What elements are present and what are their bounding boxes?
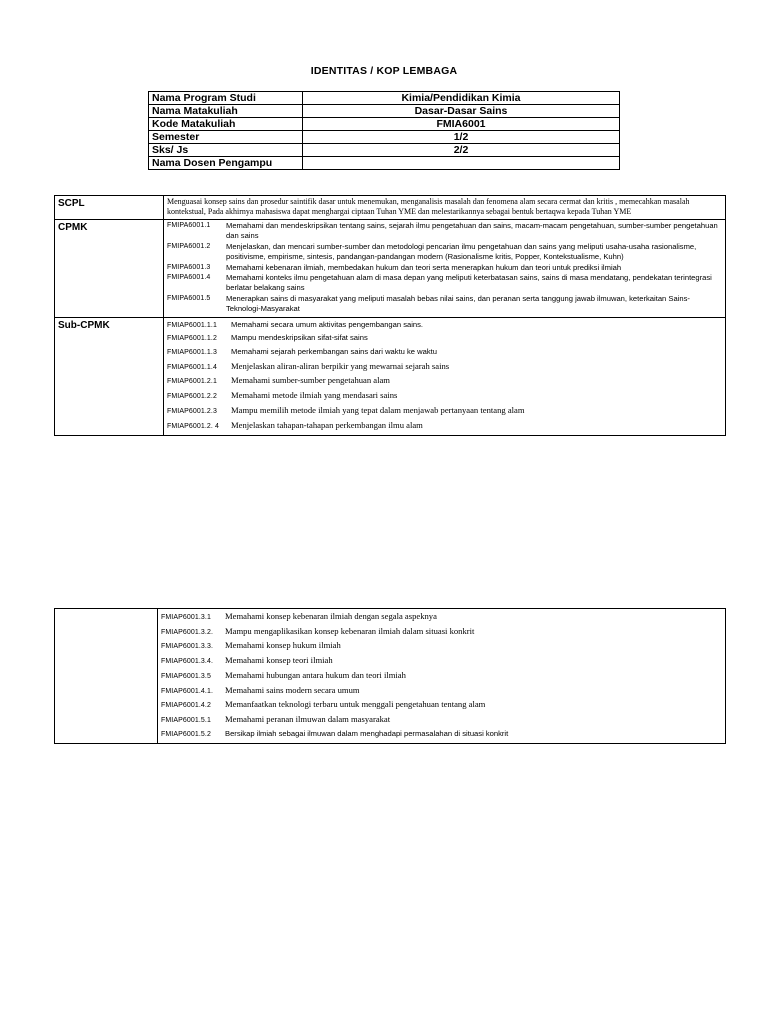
subcpmk-item [167, 332, 722, 346]
subcpmk-code: FMIAP6001.3.3. [161, 643, 213, 651]
subcpmk-code: FMIAP6001.1.2 [167, 335, 217, 343]
cpmk-text: Memahami kebenaran ilmiah, membedakan hukum dan teori serta menerapkan hukum dan teori untuk prediksi ilmiah [226, 262, 622, 272]
identity-value: Kimia/Pendidikan Kimia [303, 92, 620, 105]
cpmk-text: Menjelaskan, dan mencari sumber-sumber dan metodologi pencarian ilmu pengetahuan dan sains yang meliputi usaha-usaha rasionalisme, positivisme, empirisme, sintesis, pandangan-pandangan modern (Rasionalisme kritis, Popper, Kontekstualisme, Kuhn) [226, 241, 697, 262]
subcpmk-cell [164, 317, 726, 436]
subcpmk-text: Memahami konsep kebenaran ilmiah dengan segala aspeknya [225, 611, 437, 621]
subcpmk-code: FMIAP6001.4.2 [161, 702, 211, 710]
subcpmk-code: FMIAP6001.3.2. [161, 628, 213, 636]
identity-row [149, 105, 620, 118]
subcpmk-text: Mampu mendeskripsikan sifat-sifat sains [231, 333, 368, 343]
cpmk-item [167, 263, 722, 273]
subcpmk-item [161, 654, 722, 669]
subcpmk-text: Memahami konsep hukum ilmiah [225, 640, 341, 651]
identity-label: Nama Matakuliah [149, 105, 303, 118]
subcpmk-text: Memahami hubungan antara hukum dan teori ilmiah [225, 669, 406, 680]
subcpmk-continued-row [55, 609, 726, 744]
identity-label: Kode Matakuliah [149, 118, 303, 131]
scpl-label: SCPL [55, 196, 164, 220]
cpmk-text: Menerapkan sains di masyarakat yang meliputi masalah bebas nilai sains, dan peranan serta tanggung jawab ilmuwan, keterkaitan Sains-Teknologi-Masyarakat [226, 293, 690, 314]
identity-row [149, 118, 620, 131]
subcpmk-item [167, 389, 722, 404]
subcpmk-item [161, 639, 722, 654]
cpmk-code: FMIPA6001.1 [167, 222, 211, 229]
cpmk-code: FMIPA6001.3 [167, 263, 211, 271]
identity-value [303, 157, 620, 170]
subcpmk-item [167, 419, 722, 434]
subcpmk-item [161, 728, 722, 742]
subcpmk-item [167, 374, 722, 389]
subcpmk-code: FMIAP6001.3.5 [161, 672, 211, 680]
cpmk-label: CPMK [55, 220, 164, 318]
identity-value: FMIA6001 [303, 118, 620, 131]
cpmk-code: FMIPA6001.4 [167, 274, 211, 282]
subcpmk-code: FMIAP6001.3.4. [161, 658, 213, 666]
cpmk-code: FMIPA6001.2 [167, 242, 211, 250]
cpmk-item [167, 221, 722, 242]
empty-label-cell [55, 609, 158, 744]
subcpmk-text: Memahami metode ilmiah yang mendasari sains [231, 390, 398, 401]
subcpmk-code: FMIAP6001.2.1 [167, 378, 217, 386]
subcpmk-text: Memahami sejarah perkembangan sains dari waktu ke waktu [231, 347, 437, 357]
subcpmk-code: FMIAP6001.1.1 [167, 321, 217, 329]
identity-row [149, 157, 620, 170]
subcpmk-item [161, 625, 722, 640]
subcpmk-item [161, 684, 722, 699]
subcpmk-text: Mampu memilih metode ilmiah yang tepat dalam menjawab pertanyaan tentang alam [231, 404, 525, 415]
subcpmk-item [161, 669, 722, 684]
cpmk-code: FMIPA6001.5 [167, 294, 211, 302]
scpl-text: Menguasai konsep sains dan prosedur saintifik dasar untuk menemukan, menganalisis masalah dan fenomena alam secara cermat dan kritis , memecahkan masalah kontekstual, Pada akhirnya mahasiswa dapat menghargai ciptaan Tuhan YME dan melestarikannya sebagai bentuk bertaqwa kepada Tuhan YME [167, 197, 690, 216]
identity-value: 2/2 [303, 144, 620, 157]
cpmk-cell [164, 220, 726, 318]
subcpmk-code: FMIAP6001.1.3 [167, 349, 217, 357]
cpmk-text: Memahami konteks ilmu pengetahuan alam di masa depan yang meliputi keterbatasan sains, sains di masa mendatang, pendekatan terintegrasi berlatar belakang sains [226, 273, 712, 293]
subcpmk-text: Memahami peranan ilmuwan dalam masyarakat [225, 713, 391, 724]
scpl-row [55, 196, 726, 220]
subcpmk-item [161, 713, 722, 728]
page-title: IDENTITAS / KOP LEMBAGA [310, 65, 458, 77]
identity-row [149, 144, 620, 157]
cpmk-item [167, 242, 722, 263]
identity-value: 1/2 [303, 131, 620, 144]
cpmk-row [55, 220, 726, 318]
subcpmk-text: Mampu mengaplikasikan konsep kebenaran ilmiah dalam situasi konkrit [225, 625, 475, 636]
subcpmk-code: FMIAP6001.4.1. [161, 687, 213, 695]
subcpmk-text: Memahami sains modern secara umum [225, 684, 360, 695]
identity-row [149, 92, 620, 105]
identity-value: Dasar-Dasar Sains [303, 105, 620, 118]
subcpmk-text: Memahami konsep teori ilmiah [225, 655, 333, 666]
subcpmk-code: FMIAP6001.5.2 [161, 730, 211, 738]
subcpmk-continued-cell [158, 609, 726, 744]
subcpmk-text: Memahami secara umum aktivitas pengembangan sains. [231, 319, 424, 329]
subcpmk-code: FMIAP6001.2. 4 [167, 422, 219, 430]
identity-label: Semester [149, 131, 303, 144]
subcpmk-text: Memahami sumber-sumber pengetahuan alam [231, 375, 390, 386]
subcpmk-item [167, 319, 722, 333]
subcpmk-text: Memanfaatkan teknologi terbaru untuk menggali pengetahuan tentang alam [225, 699, 486, 710]
subcpmk-code: FMIAP6001.5.1 [161, 716, 211, 724]
subcpmk-row [55, 317, 726, 436]
scpl-cell [164, 196, 726, 220]
subcpmk-item [161, 610, 722, 625]
identity-table [148, 91, 620, 170]
subcpmk-item [161, 698, 722, 713]
identity-label: Sks/ Js [149, 144, 303, 157]
subcpmk-item [167, 360, 722, 375]
subcpmk-text: Menjelaskan tahapan-tahapan perkembangan ilmu alam [231, 419, 423, 430]
subcpmk-item [167, 404, 722, 419]
cpmk-item [167, 273, 722, 294]
identity-label: Nama Program Studi [149, 92, 303, 105]
subcpmk-code: FMIAP6001.2.3 [167, 407, 217, 415]
subcpmk-continuation-table [54, 608, 726, 744]
subcpmk-code: FMIAP6001.3.1 [161, 614, 211, 621]
subcpmk-label: Sub-CPMK [55, 317, 164, 436]
cpmk-item [167, 294, 722, 315]
subcpmk-code: FMIAP6001.1.4 [167, 363, 217, 371]
identity-label: Nama Dosen Pengampu [149, 157, 303, 170]
identity-row [149, 131, 620, 144]
subcpmk-text: Menjelaskan aliran-aliran berpikir yang mewarnai sejarah sains [231, 360, 450, 371]
subcpmk-code: FMIAP6001.2.2 [167, 393, 217, 401]
subcpmk-text: Bersikap ilmiah sebagai ilmuwan dalam menghadapi permasalahan di situasi konkrit [225, 728, 509, 738]
subcpmk-item [167, 346, 722, 360]
learning-outcomes-table [54, 195, 726, 436]
cpmk-text: Memahami dan mendeskripsikan tentang sains, sejarah ilmu pengetahuan dan sains, macam-macam pengetahuan, sumber-sumber pengetahuan dan sains [226, 221, 718, 241]
